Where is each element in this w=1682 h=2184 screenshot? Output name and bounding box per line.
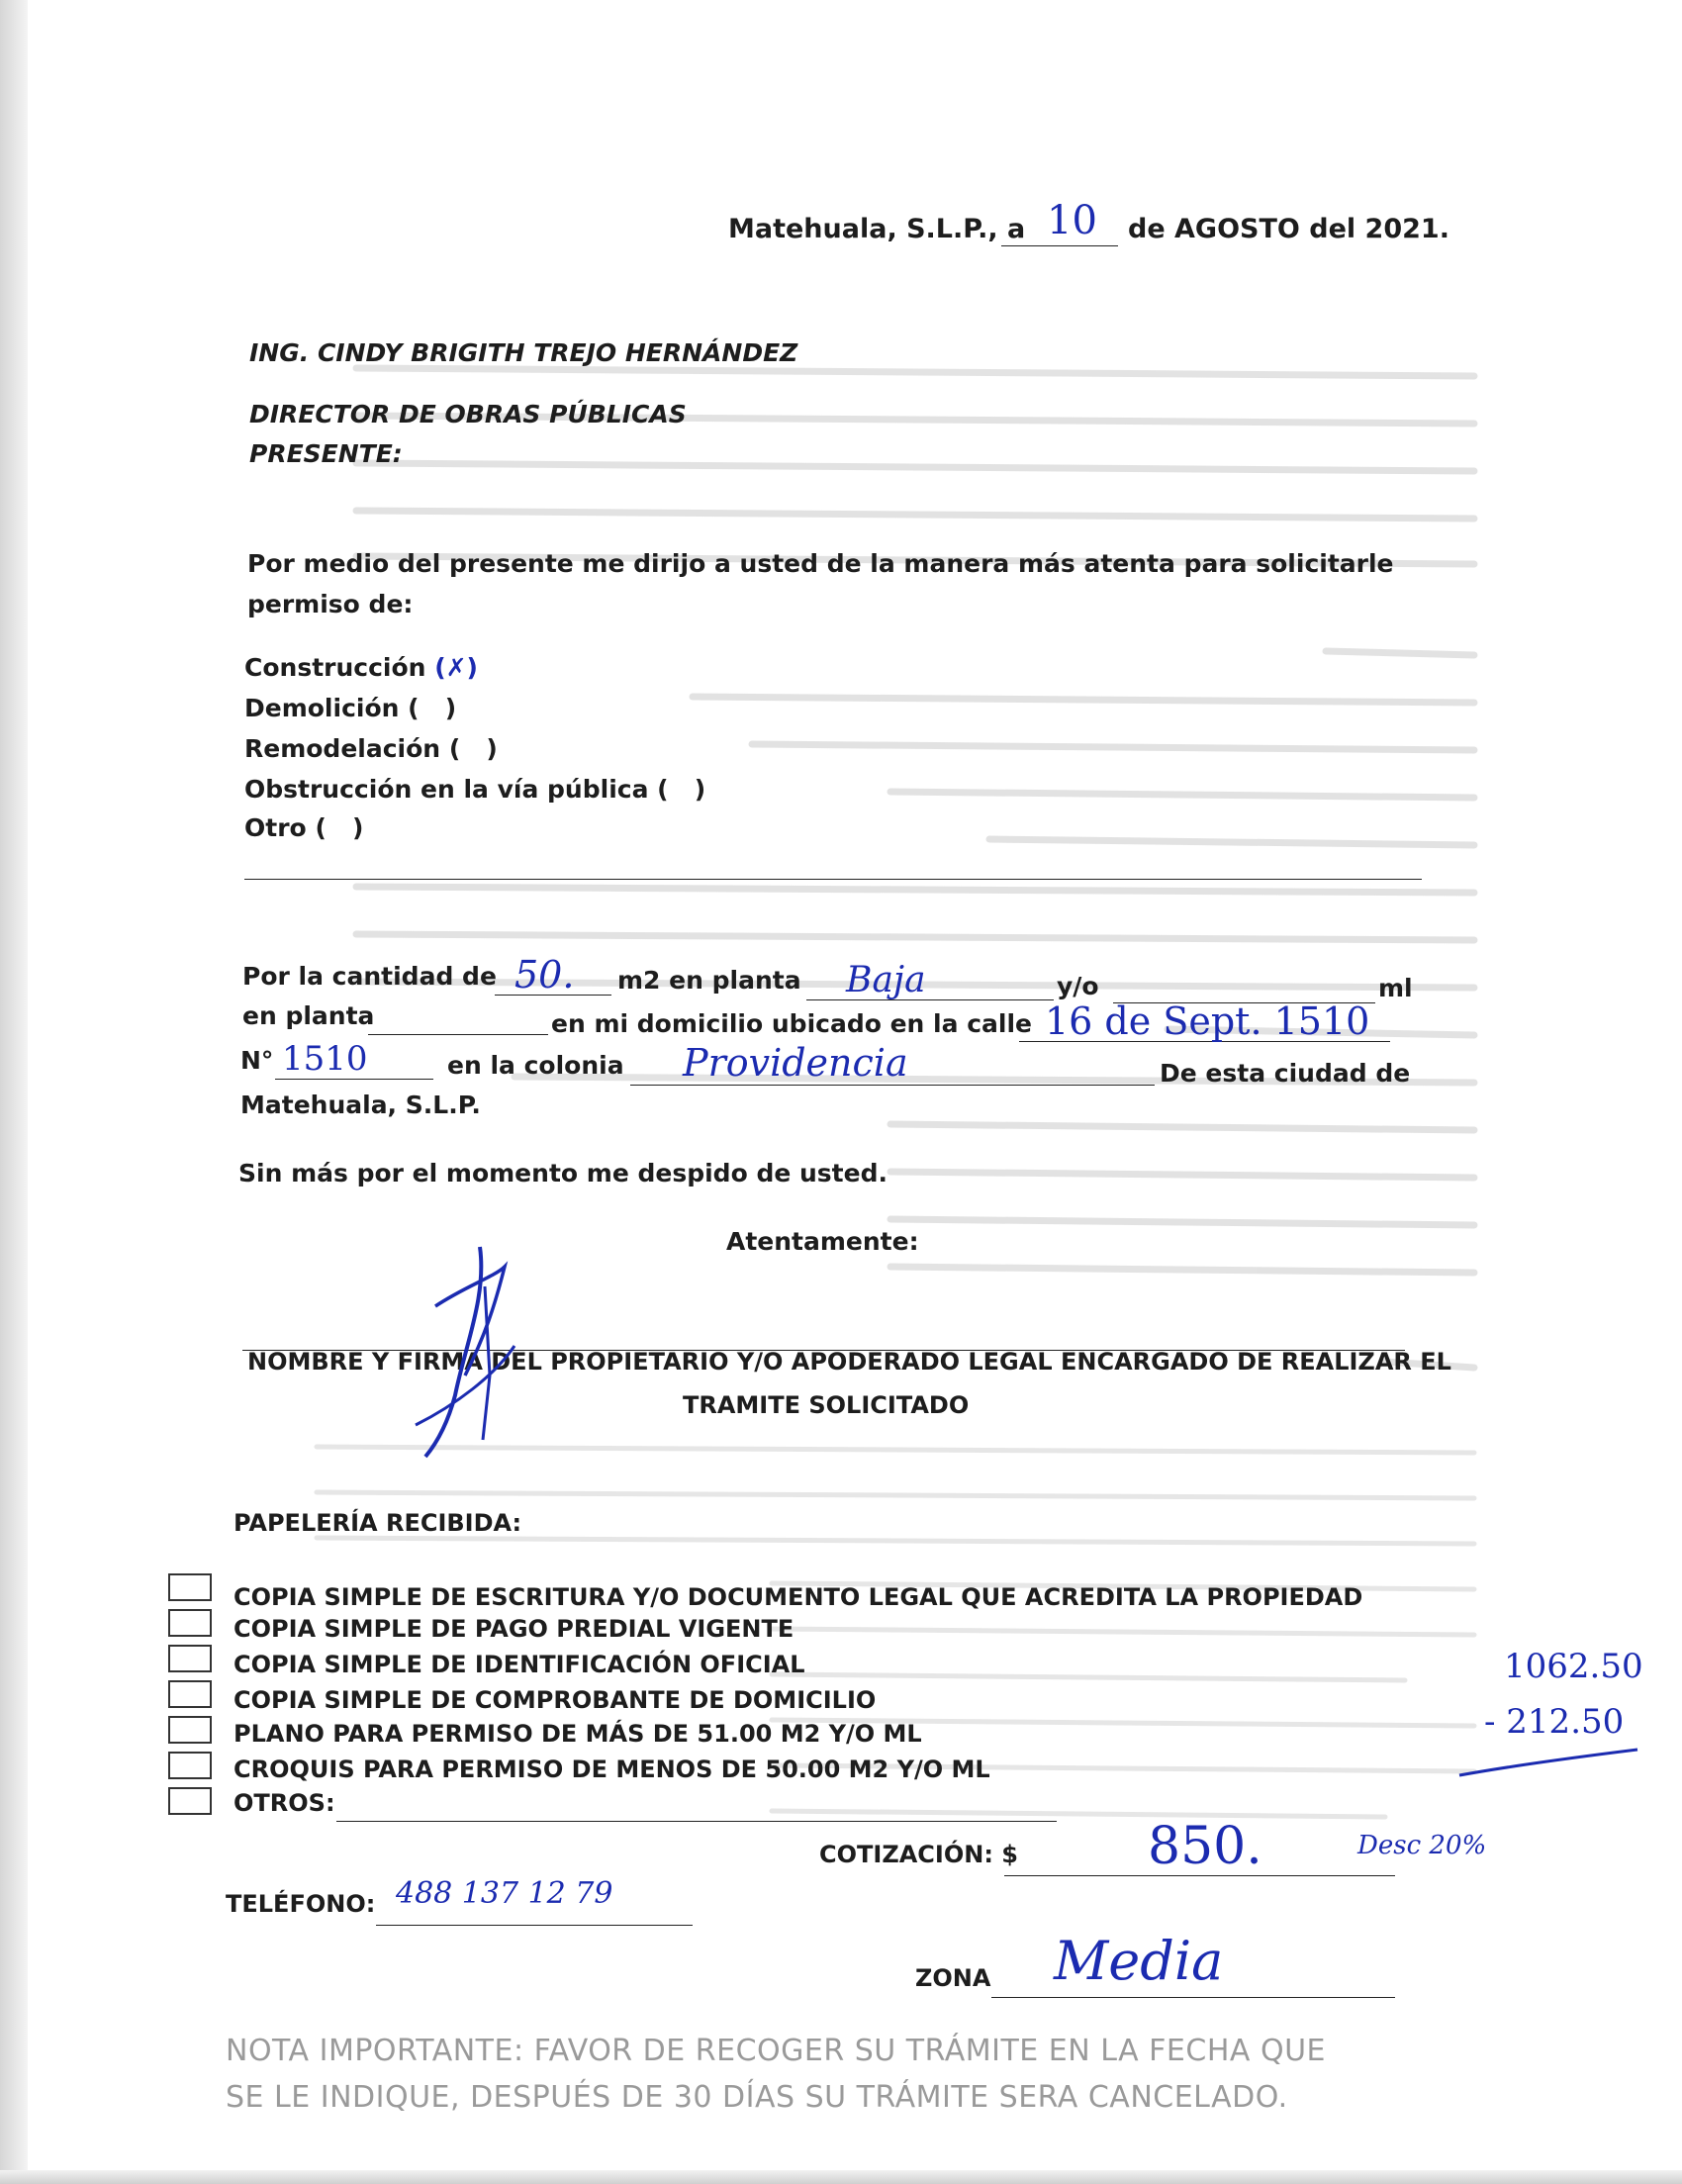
option-label: Otro	[244, 813, 307, 842]
num-value: 1510	[282, 1039, 368, 1079]
option-obstruccion	[244, 775, 705, 804]
option-mark: (✗)	[434, 653, 478, 682]
scan-bottom-edge	[0, 2170, 1682, 2184]
doc-item: OTROS:	[234, 1789, 335, 1817]
option-demolicion	[244, 694, 456, 722]
floor-value: Baja	[846, 960, 926, 1000]
date-day-underline	[1001, 245, 1118, 246]
zona-label: ZONA	[915, 1964, 991, 1992]
atentamente-label: Atentamente:	[726, 1227, 919, 1256]
option-mark: ( )	[448, 734, 498, 763]
recipient-title: DIRECTOR DE OBRAS PÚBLICAS	[249, 400, 687, 428]
doc-checkbox[interactable]	[168, 1716, 212, 1744]
calc-line-2: - 212.50	[1484, 1702, 1625, 1742]
option-label: Construcción	[244, 653, 426, 682]
colonia-value: Providencia	[683, 1041, 908, 1085]
m2-label: m2 en planta	[617, 966, 801, 995]
discount-note: Desc 20%	[1357, 1831, 1487, 1860]
doc-item: COPIA SIMPLE DE ESCRITURA Y/O DOCUMENTO LEGAL QUE ACREDITA LA PROPIEDAD	[234, 1583, 1363, 1611]
option-label: Remodelación	[244, 734, 441, 763]
handwritten-signature	[396, 1227, 594, 1465]
doc-checkbox[interactable]	[168, 1609, 212, 1637]
num-label: N°	[240, 1046, 274, 1075]
telefono-underline	[376, 1925, 693, 1926]
nota-line-2: SE LE INDIQUE, DESPUÉS DE 30 DÍAS SU TRÁMITE SERA CANCELADO.	[226, 2080, 1288, 2115]
doc-item: PLANO PARA PERMISO DE MÁS DE 51.00 M2 Y/O ML	[234, 1720, 922, 1748]
scan-edge-shadow	[0, 0, 28, 2184]
telefono-value: 488 137 12 79	[396, 1876, 613, 1911]
option-construccion	[244, 653, 478, 682]
recipient-name: ING. CINDY BRIGITH TREJO HERNÁNDEZ	[249, 338, 798, 367]
telefono-label: TELÉFONO:	[226, 1890, 376, 1918]
date-prefix: Matehuala, S.L.P., a	[728, 214, 1026, 244]
ml-label: ml	[1378, 974, 1413, 1002]
option-otro	[244, 813, 363, 842]
option-mark: ( )	[657, 775, 706, 804]
nota-line-1: NOTA IMPORTANTE: FAVOR DE RECOGER SU TRÁMITE EN LA FECHA QUE	[226, 2034, 1326, 2068]
option-mark: ( )	[315, 813, 364, 842]
doc-checkbox[interactable]	[168, 1645, 212, 1672]
doc-checkbox[interactable]	[168, 1787, 212, 1815]
date-suffix: de AGOSTO del 2021.	[1128, 214, 1449, 244]
floor-underline	[806, 999, 1054, 1000]
request-line-1: Por medio del presente me dirijo a usted de la manera más atenta para solicitarle	[247, 549, 1394, 578]
domicilio-label: en mi domicilio ubicado en la calle	[551, 1009, 1032, 1038]
planta-label: en planta	[242, 1001, 375, 1030]
recipient-salutation: PRESENTE:	[249, 439, 403, 468]
option-remodelacion	[244, 734, 498, 763]
signature-caption-2: TRAMITE SOLICITADO	[683, 1391, 970, 1419]
calc-line-1: 1062.50	[1504, 1647, 1643, 1686]
papeleria-title: PAPELERÍA RECIBIDA:	[234, 1509, 522, 1537]
request-line-2: permiso de:	[247, 590, 414, 618]
option-label: Obstrucción en la vía pública	[244, 775, 649, 804]
calc-underline-stroke	[1454, 1746, 1642, 1785]
street-value: 16 de Sept. 1510	[1045, 999, 1370, 1043]
doc-checkbox[interactable]	[168, 1752, 212, 1779]
colonia-underline	[630, 1085, 1155, 1086]
farewell-text: Sin más por el momento me despido de usted.	[238, 1159, 888, 1187]
otro-underline	[244, 879, 1422, 880]
doc-item: COPIA SIMPLE DE COMPROBANTE DE DOMICILIO	[234, 1686, 877, 1714]
doc-checkbox[interactable]	[168, 1680, 212, 1708]
cotizacion-value: 850.	[1148, 1817, 1262, 1876]
zona-value: Media	[1054, 1930, 1224, 1992]
planta-underline	[368, 1034, 548, 1035]
otros-underline	[336, 1821, 1057, 1822]
cotizacion-label: COTIZACIÓN: $	[819, 1841, 1018, 1868]
zona-underline	[991, 1997, 1395, 1998]
yo-label: y/o	[1057, 972, 1099, 1000]
qty-label: Por la cantidad de	[242, 962, 497, 991]
date-day-value: 10	[1047, 198, 1097, 243]
qty-value: 50.	[514, 953, 575, 997]
colonia-label: en la colonia	[447, 1051, 624, 1080]
doc-item: CROQUIS PARA PERMISO DE MENOS DE 50.00 M2 Y/O ML	[234, 1756, 990, 1783]
city-value: Matehuala, S.L.P.	[240, 1091, 481, 1119]
signature-caption-1: NOMBRE Y FIRMA DEL PROPIETARIO Y/O APODERADO LEGAL ENCARGADO DE REALIZAR EL	[247, 1348, 1451, 1376]
option-label: Demolición	[244, 694, 400, 722]
doc-item: COPIA SIMPLE DE IDENTIFICACIÓN OFICIAL	[234, 1651, 805, 1678]
city-label: De esta ciudad de	[1160, 1059, 1411, 1088]
option-mark: ( )	[408, 694, 457, 722]
doc-checkbox[interactable]	[168, 1573, 212, 1601]
num-underline	[275, 1079, 433, 1080]
doc-item: COPIA SIMPLE DE PAGO PREDIAL VIGENTE	[234, 1615, 794, 1643]
